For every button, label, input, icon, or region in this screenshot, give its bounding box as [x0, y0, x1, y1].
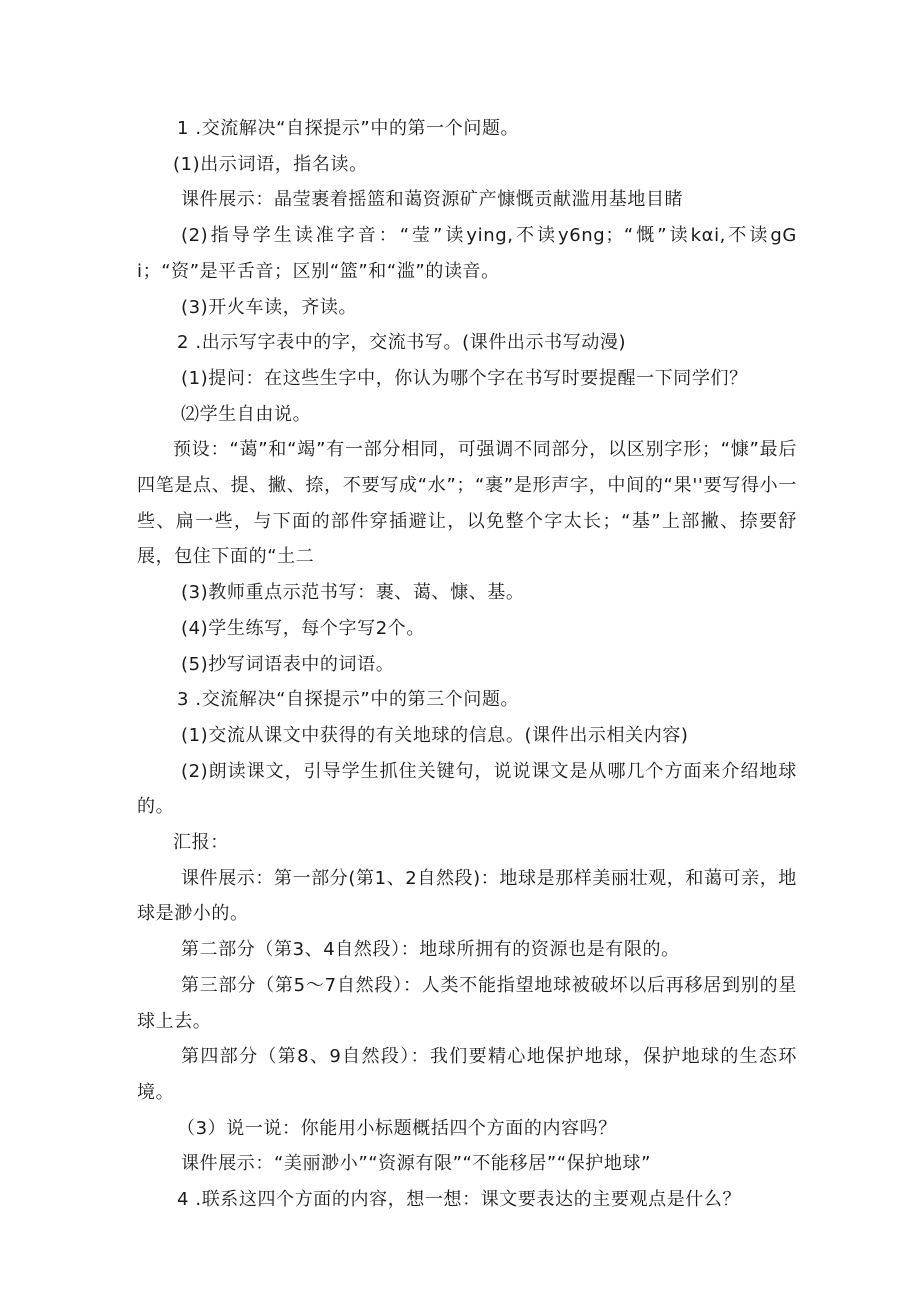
- step-1-3: (3)开火车读，齐读。: [181, 296, 358, 318]
- step-2-1: (1)提问：在这些生字中，你认为哪个字在书写时要提醒一下同学们？: [181, 367, 748, 389]
- step-3-3: （3）说一说：你能用小标题概括四个方面的内容吗？: [177, 1117, 617, 1139]
- step-3-2: (2)朗读课文，引导学生抓住关键句，说说课文是从哪几个方面来介绍地球的。: [137, 760, 797, 818]
- section-2-heading: 2 .出示写字表中的字，交流书写。(课件出示书写动漫): [177, 332, 627, 354]
- courseware-part-3: 第三部分（第5〜7自然段）：人类不能指望地球被破坏以后再移居到别的星球上去。: [137, 974, 797, 1032]
- step-2-2: ⑵学生自由说。: [181, 403, 312, 425]
- step-2-4: (4)学生练写，每个字写2个。: [181, 617, 425, 639]
- report-label: 汇报：: [173, 832, 229, 854]
- step-2-3: (3)教师重点示范书写：裹、蔼、慷、基。: [181, 582, 525, 604]
- courseware-part-2: 第二部分（第3、4自然段）：地球所拥有的资源也是有限的。: [181, 939, 680, 961]
- step-1-1: (1)出示词语，指名读。: [173, 153, 368, 175]
- step-2-5: (5)抄写词语表中的词语。: [181, 653, 395, 675]
- step-1-2: (2)指导学生读准字音：“莹”读ying,不读y6ng；“慨”读kαi,不读gGi；“资”是平舌音；区别“篮”和“滥”的读音。: [137, 225, 797, 282]
- preset-guidance: 预设：“蔼”和“竭”有一部分相同，可强调不同部分，以区别字形；“慷”最后四笔是点、提、撇、捺，不要写成“水”；“裹”是形声字，中间的“果''要写得小一些、扁一些，与下面的部件穿插避让，以免整个字太长；“基”上部撇、捺要舒展，包住下面的“土二: [137, 439, 797, 568]
- courseware-part-1: 课件展示：第一部分(第1、2自然段)：地球是那样美丽壮观，和蔼可亲，地球是渺小的。: [137, 867, 797, 925]
- courseware-display-words: 课件展示：晶莹裹着摇篮和蔼资源矿产慷慨贡献滥用基地目睹: [181, 189, 684, 211]
- section-4-heading: 4 .联系这四个方面的内容，想一想：课文要表达的主要观点是什么？: [177, 1189, 742, 1211]
- section-1-heading: 1 .交流解决“自探提示”中的第一个问题。: [177, 118, 520, 139]
- section-3-heading: 3 .交流解决“自探提示”中的第三个问题。: [177, 689, 520, 711]
- step-3-1: (1)交流从课文中获得的有关地球的信息。(课件出示相关内容): [181, 724, 689, 746]
- courseware-subtitles: 课件展示：“美丽渺小”“资源有限”“不能移居”“保护地球”: [181, 1153, 651, 1175]
- document-body: [137, 111, 797, 1218]
- courseware-part-4: 第四部分（第8、9自然段）：我们要精心地保护地球，保护地球的生态环境。: [137, 1046, 797, 1103]
